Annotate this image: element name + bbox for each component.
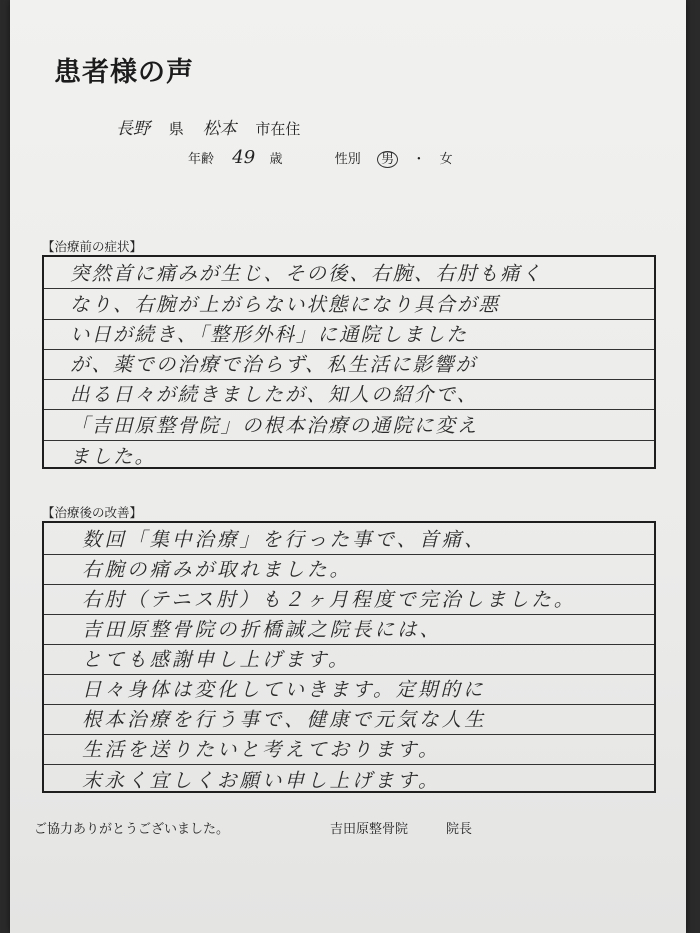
after-line [44, 523, 654, 555]
after-line-text: 根本治療を行う事で、健康で元気な人生 [82, 708, 487, 732]
survey-sheet [10, 0, 686, 933]
after-line-text: 吉田原整骨院の折橋誠之院長には、 [82, 618, 443, 642]
before-line [44, 409, 654, 441]
before-line [44, 348, 654, 380]
after-line-text: とても感謝申し上げます。 [82, 648, 351, 672]
after-line-text: 右肘（テニス肘）も２ヶ月程度で完治しました。 [82, 588, 577, 612]
after-line-text: 末永く宜しくお願い申し上げます。 [82, 769, 441, 793]
before-line-text: 「吉田原整骨院」の根本治療の通院に変え [70, 413, 479, 437]
age-value: 49 [232, 147, 256, 168]
gender-label: 性別 [334, 152, 361, 167]
after-line-text: 右腕の痛みが取れました。 [82, 558, 353, 582]
after-line [44, 673, 654, 705]
before-line [44, 318, 654, 350]
prefecture-suffix: 県 [168, 120, 184, 138]
before-line [44, 378, 654, 410]
profile-line [188, 147, 453, 168]
before-line-text: ました。 [70, 445, 157, 469]
prefecture-value: 長野 [116, 119, 150, 139]
after-line [44, 553, 654, 585]
gender-female-option: 女 [439, 152, 453, 167]
city-value: 松本 [202, 119, 237, 139]
age-suffix: 歳 [269, 152, 283, 167]
after-improvement-box [42, 521, 656, 793]
after-section-label: 【治療後の改善】 [42, 505, 143, 520]
page-title: 患者様の声 [54, 57, 194, 88]
before-line-text: 突然首に痛みが生じ、その後、右腕、右肘も痛く [70, 262, 544, 286]
after-line-text: 日々身体は変化していきます。定期的に [82, 678, 486, 702]
before-line-text: が、薬での治療で治らず、私生活に影響が [70, 353, 477, 377]
before-line [44, 257, 654, 289]
before-line [44, 287, 654, 319]
city-suffix: 市在住 [255, 120, 301, 138]
clinic-name: 吉田原整骨院 [330, 822, 409, 837]
gender-male-option: 男 [377, 151, 398, 168]
after-line [44, 733, 654, 765]
after-line-text: 数回「集中治療」を行った事で、首痛、 [82, 528, 487, 552]
after-line [44, 703, 654, 735]
gender-separator: ・ [412, 152, 426, 167]
before-symptoms-box [42, 255, 656, 469]
age-label: 年齢 [188, 152, 215, 167]
before-section-label: 【治療前の症状】 [42, 239, 143, 254]
before-line-text: い日が続き、「整形外科」に通院しました [70, 322, 468, 346]
before-line [44, 439, 654, 471]
after-line [44, 643, 654, 675]
after-line [44, 613, 654, 645]
after-line [44, 583, 654, 615]
after-line [44, 763, 654, 795]
after-line-text: 生活を送りたいと考えております。 [82, 738, 441, 762]
before-line-text: 出る日々が続きましたが、知人の紹介で、 [70, 383, 479, 407]
before-line-text: なり、右腕が上がらない状態になり具合が悪 [70, 292, 501, 316]
residence-line [116, 114, 300, 139]
director-title: 院長 [446, 822, 473, 837]
thanks-message: ご協力ありがとうございました。 [34, 822, 230, 837]
